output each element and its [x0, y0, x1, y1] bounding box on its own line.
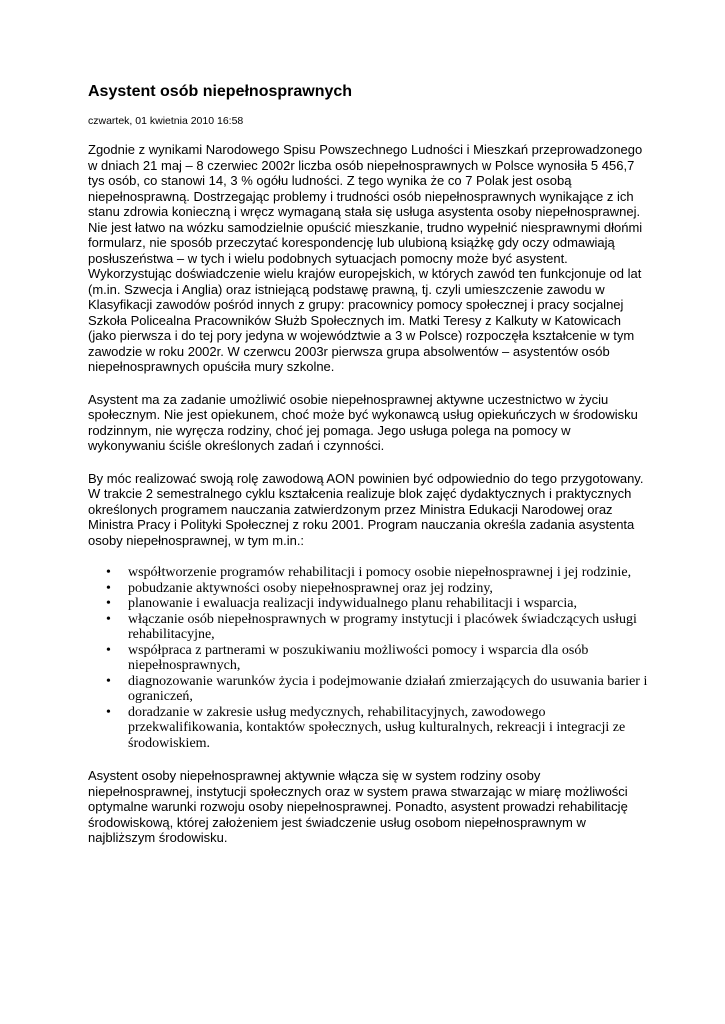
- bullet-icon: •: [106, 596, 111, 611]
- list-item: [106, 596, 648, 612]
- list-item: [106, 565, 648, 581]
- list-item: [106, 611, 648, 643]
- list-item-text: diagnozowanie warunków życia i podejmowanie działań zmierzających do usuwania barier i ograniczeń,: [128, 673, 648, 704]
- document-page: [88, 82, 648, 863]
- paragraph-intro: Zgodnie z wynikami Narodowego Spisu Powszechnego Ludności i Mieszkań przeprowadzonego w dniach 21 maj – 8 czerwiec 2002r liczba osób niepełnosprawnych w Polsce wynosiła 5 456,7 tys osób, co stanowi 14, 3 % ogółu ludności. Z tego wynika że co 7 Polak jest osobą niepełnosprawną. Dostrzegając problemy i trudności osób niepełnosprawnych wynikające z ich stanu zdrowia konieczną i wręcz wymaganą stała się usługa asystenta osoby niepełnosprawnej. Nie jest łatwo na wózku samodzielnie opuścić mieszkanie, trudno wypełnić niesprawnymi dłońmi formularz, nie sposób przeczytać korespondencję lub ulubioną książkę gdy oczy odmawiają posłuszeństwa – w tych i wielu podobnych sytuacjach pomocny może być asystent. Wykorzystując doświadczenie wielu krajów europejskich, w których zawód ten funkcjonuje od lat (m.in. Szwecja i Anglia) oraz istniejącą podstawę prawną, tj. czyli umieszczenie zawodu w Klasyfikacji zawodów pośród innych z grupy: pracownicy pomocy społecznej i pracy socjalnej Szkoła Policealna Pracowników Służb Społecznych im. Matki Teresy z Kalkuty w Katowicach (jako pierwsza i do tej pory jedyna w województwie a 3 w Polsce) rozpoczęła kształcenie w tym zawodzie w roku 2002r. W czerwcu 2003r pierwsza grupa absolwentów – asystentów osób niepełnosprawnych opuściła mury szkolne.: [88, 142, 643, 374]
- bullet-icon: •: [106, 611, 111, 627]
- bullet-icon: •: [106, 673, 111, 689]
- list-item-text: planowanie i ewaluacja realizacji indywidualnego planu rehabilitacji i wsparcia,: [128, 596, 577, 611]
- article-title: Asystent osób niepełnosprawnych: [88, 83, 353, 100]
- paragraph-training: By móc realizować swoją rolę zawodową AON powinien być odpowiednio do tego przygotowany. W trakcie 2 semestralnego cyklu kształcenia realizuje blok zajęć dydaktycznych i praktycznych określonych programem nauczania zatwierdzonym przez Ministra Edukacji Narodowej oraz Ministra Pracy i Polityki Społecznej z roku 2001. Program nauczania określa zadania asystenta osoby niepełnosprawnej, w tym m.in.:: [88, 470, 644, 548]
- bullet-icon: •: [106, 704, 111, 720]
- bullet-icon: •: [106, 565, 111, 580]
- paragraph-role: Asystent ma za zadanie umożliwić osobie niepełnosprawnej aktywne uczestnictwo w życiu społecznym. Nie jest opiekunem, choć może być wykonawcą usług opiekuńczych w środowisku rodzinnym, nie wyręcza rodziny, choć jej pomaga. Jego usługa polega na pomocy w wykonywaniu ściśle określonych zadań i czynności.: [88, 391, 638, 453]
- article-date: czwartek, 01 kwietnia 2010 16:58: [88, 115, 244, 127]
- paragraph-closing: Asystent osoby niepełnosprawnej aktywnie włącza się w system rodziny osoby niepełnosprawnej, instytucji społecznych oraz w system prawa stwarzając w miarę możliwości optymalne warunki rozwoju osoby niepełnosprawnej. Ponadto, asystent prowadzi rehabilitację środowiskową, której założeniem jest świadczenie usług osobom niepełnosprawnym w najbliższym środowisku.: [88, 768, 628, 845]
- bullet-icon: •: [106, 580, 111, 596]
- list-item-text: pobudzanie aktywności osoby niepełnosprawnej oraz jej rodziny,: [128, 580, 493, 596]
- list-item: [106, 642, 648, 674]
- list-item-text: doradzanie w zakresie usług medycznych, rehabilitacyjnych, zawodowego przekwalifikowania, kontaktów społecznych, usług kulturalnych, rekreacji i integracji ze środowiskiem.: [128, 704, 626, 751]
- list-item: [106, 580, 648, 597]
- list-item: [106, 673, 648, 705]
- list-item-text: włączanie osób niepełnosprawnych w programy instytucji i placówek świadczących usługi rehabilitacyjne,: [128, 611, 637, 642]
- tasks-list: [88, 565, 648, 751]
- list-item-text: współtworzenie programów rehabilitacji i pomocy osobie niepełnosprawnej i jej rodzinie,: [128, 565, 632, 580]
- list-item-text: współpraca z partnerami w poszukiwaniu możliwości pomocy i wsparcia dla osób niepełnosprawnych,: [128, 642, 589, 673]
- list-item: [106, 704, 648, 752]
- bullet-icon: •: [106, 642, 111, 658]
